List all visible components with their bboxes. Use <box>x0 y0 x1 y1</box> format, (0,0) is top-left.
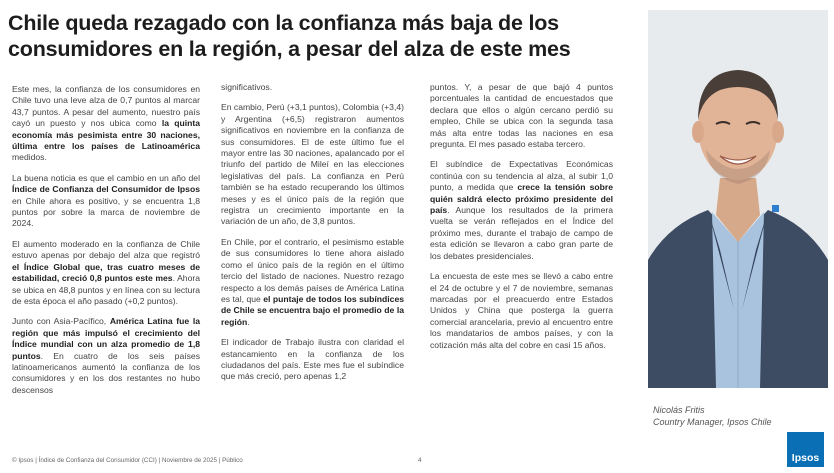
column-3 <box>430 82 613 360</box>
paragraph: Junto con Asia-Pacífico, América Latina fue la región que más impulsó el crecimiento del Índice mundial con un alza promedio de 1,8 puntos. En cuatro de los seis países latinoamericanos aumentó la confianza de los consumidores y en los dos restantes no hubo descensos <box>12 316 200 395</box>
paragraph: En Chile, por el contrario, el pesimismo estable de sus consumidores lo tiene ahora aislado como el único país de la región en el último tercio del listado de naciones. Nuestro rezago respecto a los demás países de América Latina es tal, que el puntaje de todos los subíndices de Chile se encuentra bajo el promedio de la región. <box>221 236 405 327</box>
paragraph: El subíndice de Expectativas Económicas continúa con su tendencia al alza, al subir 1,0 punto, a medida que crece la tensión sobre quién saldrá electo próximo presidente del país. Aunque los resultados de la primera vuelta se verán reflejados en el Índice del próximo mes, durante el trabajo de campo de esta edición se llevaron a cabo gran parte de los debates presidenciales. <box>430 159 613 261</box>
paragraph: puntos. Y, a pesar de que bajó 4 puntos porcentuales la cantidad de encuestados que declara que ellos o algún cercano perdió su empleo, Chile se ubica con la segunda tasa más alta entre todas las naciones en esa pregunta. El mes pasado estaba tercero. <box>430 82 613 150</box>
paragraph: La buena noticia es que el cambio en un año del Índice de Confianza del Consumidor de Ipsos en Chile ahora es positivo, y se encuentra 1,8 puntos por sobre la marca de noviembre de 2024. <box>12 172 200 229</box>
photo-caption <box>653 404 772 428</box>
paragraph: El indicador de Trabajo ilustra con claridad el estancamiento en la confianza de los ciudadanos del país. Este mes fue el subíndice que más creció, pero apenas 1,2 <box>221 337 404 382</box>
paragraph: La encuesta de este mes se llevó a cabo entre el 24 de octubre y el 7 de noviembre, semanas marcadas por el preacuerdo entre Estados Unidos y China que posterga la guerra comercial arancelaria, previo al encuentro entre los mandatarios de ambos países, y con la cotización más alta del cobre en casi 15 años. <box>430 271 613 350</box>
caption-role: Country Manager, Ipsos Chile <box>653 417 772 427</box>
page-title: Chile queda rezagado con la confianza más baja de los consumidores en la región, a pesar del alza de este mes <box>8 11 571 61</box>
paragraph: El aumento moderado en la confianza de Chile estuvo apenas por debajo del alza que registró el Índice Global que, tras cuatro meses de estabilidad, creció 0,8 puntos este mes. Ahora se ubica en 48,8 puntos y en línea con su lectura de esta época el año pasado (+0,2 puntos). <box>12 238 201 306</box>
column-2 <box>221 82 404 392</box>
paragraph: En cambio, Perú (+3,1 puntos), Colombia (+3,4) y Argentina (+6,5) registraron aumentos significativos en noviembre en la confianza de sus consumidores. El de este último fue el mayor entre las 30 naciones, apalancado por el triunfo del partido de Mileí en las elecciones legislativas del país. La confianza en Perú también se ha estado recuperando los últimos meses y es el único país de la región que registra un crecimiento importante en la variación de un año, de 3,8 puntos. <box>221 102 404 227</box>
paragraph: Este mes, la confianza de los consumidores en Chile tuvo una leve alza de 0,7 puntos al marcar 43,7 puntos. A pesar del aumento, nuestro país cayó un puesto y nos ubica como la quinta economía más pesimista entre 30 naciones, última entre los países de Latinoamérica medidos. <box>12 84 200 163</box>
caption-name: Nicolás Fritis <box>653 405 705 415</box>
column-1 <box>12 84 200 405</box>
footer-text: © Ipsos | Índice de Confianza del Consumidor (CCI) | Noviembre de 2025 | Público <box>12 457 243 464</box>
paragraph: significativos. <box>221 82 273 92</box>
ipsos-logo: Ipsos <box>787 432 824 467</box>
page-number: 4 <box>418 457 422 464</box>
portrait-photo <box>648 10 828 388</box>
